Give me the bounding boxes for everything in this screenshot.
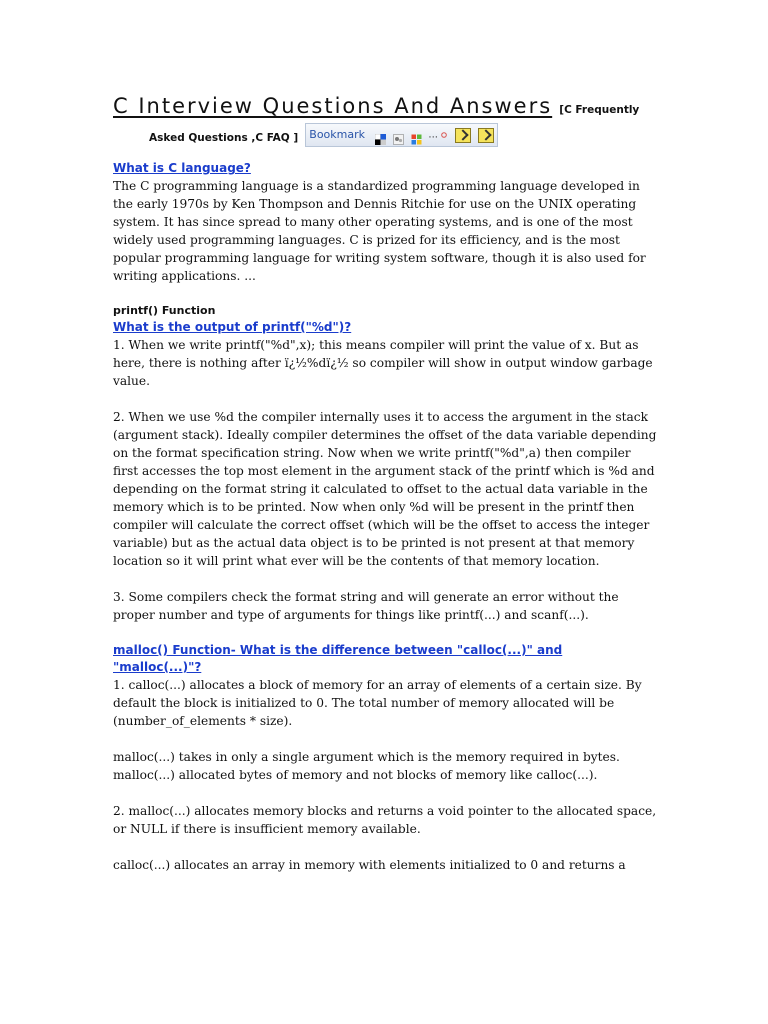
delicious-icon[interactable] <box>375 130 386 141</box>
answer-malloc-p2: malloc(...) takes in only a single argument which is the memory required in bytes. malloc(...) allocated bytes of memory and not blocks of memory like calloc(...). <box>113 750 620 782</box>
answer-printf-p2: 2. When we use %d the compiler internally uses it to access the argument in the stack (argument stack). Ideally compiler determines the offset of the data variable depending on the format specification string. Now when we write printf("%d",a) then compiler first accesses the top most element in the argument stack of the printf which is %d and depending on the format string it calculated to offset to the actual data variable in the memory which is to be printed. Now when only %d will be present in the printf then compiler will calculate the correct offset (which will be the offset to access the integer variable) but as the actual data object is to be printed is not present at that memory location so it will print what ever will be the contents of that memory location. <box>113 410 657 568</box>
header-subtitle-line <box>149 126 658 154</box>
question-calloc-malloc-line1[interactable]: malloc() Function- What is the difference between "calloc(...)" and <box>113 643 563 657</box>
bookmark-check-icon-1[interactable] <box>455 128 471 143</box>
question-calloc-malloc-line2[interactable]: "malloc(...)"? <box>113 660 202 674</box>
answer-calloc-p1: 1. calloc(...) allocates a block of memory for an array of elements of a certain size. By default the block is initialized to 0. The total number of memory allocated will be (number_of_elements * size). <box>113 678 642 728</box>
bookmark-more[interactable]: ... <box>428 129 438 141</box>
notification-dot-icon <box>441 123 447 129</box>
answer-printf-p3: 3. Some compilers check the format string and will generate an error without the proper number and type of arguments for things like printf(...) and scanf(...). <box>113 590 619 622</box>
bookmark-check-icon-2[interactable] <box>478 128 494 143</box>
page-title: C Interview Questions And Answers <box>113 94 553 118</box>
answer-malloc-p3: 2. malloc(...) allocates memory blocks and returns a void pointer to the allocated space, or NULL if there is insufficient memory available. <box>113 804 657 836</box>
printf-section-label: printf() Function <box>113 304 216 317</box>
bookmark-widget[interactable] <box>305 123 498 147</box>
windows-icon[interactable] <box>411 130 422 141</box>
answer-printf-p1: 1. When we write printf("%d",x); this means compiler will print the value of x. But as here, there is nothing after ï¿½%dï¿½ so compiler will show in output window garbage value. <box>113 338 653 388</box>
digg-icon[interactable] <box>393 130 404 141</box>
page-subtitle-part1: [C Frequently <box>559 104 640 116</box>
bookmark-label[interactable]: Bookmark <box>309 128 366 141</box>
question-what-is-c[interactable]: What is C language? <box>113 161 251 175</box>
answer-calloc-p4: calloc(...) allocates an array in memory with elements initialized to 0 and returns a <box>113 858 626 872</box>
question-printf-output[interactable]: What is the output of printf("%d")? <box>113 320 352 334</box>
answer-what-is-c: The C programming language is a standardized programming language developed in the early 1970s by Ken Thompson and Dennis Ritchie for use on the UNIX operating system. It has since spread to many other operating systems, and is one of the most widely used programming languages. C is prized for its efficiency, and is the most popular programming language for writing system software, though it is also used for writing applications. ... <box>113 179 646 283</box>
header-title-line <box>113 94 658 124</box>
page-subtitle-part2: Asked Questions ,C FAQ ] <box>149 132 299 144</box>
document-content <box>113 94 658 874</box>
